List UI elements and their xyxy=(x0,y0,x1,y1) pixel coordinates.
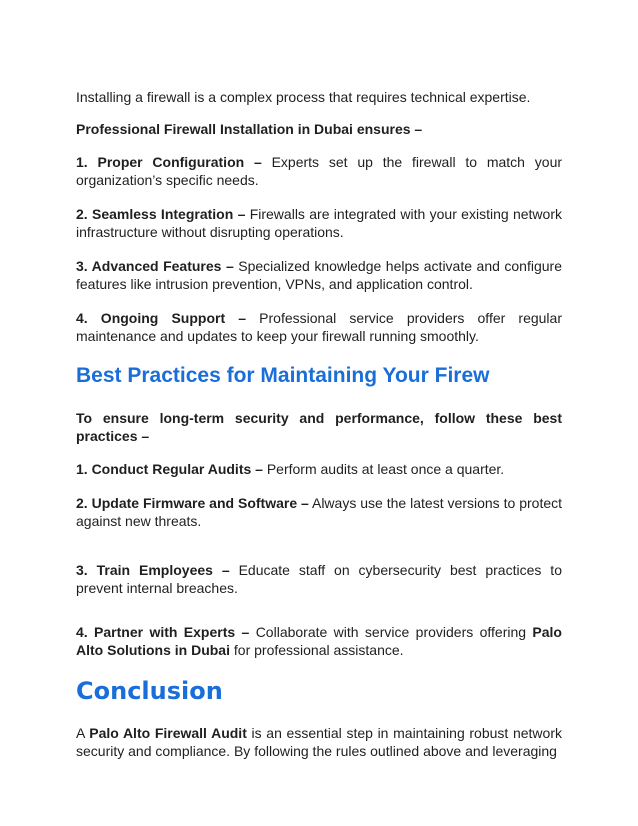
best-practices-lead xyxy=(76,409,562,445)
best-practices-heading: Best Practices for Maintaining Your Firew xyxy=(76,364,490,387)
palo-alto-solutions-bold: Palo Alto Solutions in Dubai xyxy=(76,624,562,658)
intro-text: Installing a firewall is a complex process that requires technical expertise. xyxy=(76,89,531,105)
conclusion-heading: Conclusion xyxy=(76,677,223,705)
document-page xyxy=(76,88,562,760)
installation-item-3-text: Specialized knowledge helps activate and configure features like intrusion prevention, VPNs, and application control. xyxy=(76,258,562,292)
best-practice-item-2-text: Always use the latest versions to protect against new threats. xyxy=(76,495,563,529)
installation-item-4-text: Professional service providers offer regular maintenance and updates to keep your firewall running smoothly. xyxy=(76,310,562,344)
best-practice-item-1-text: Perform audits at least once a quarter. xyxy=(262,461,505,477)
installation-item-2 xyxy=(76,205,562,241)
installation-lead xyxy=(76,120,562,138)
installation-item-3-label: 3. Advanced Features – xyxy=(76,258,234,274)
best-practice-item-1-label: 1. Conduct Regular Audits – xyxy=(76,461,263,477)
installation-item-3 xyxy=(76,257,562,293)
best-practice-item-1 xyxy=(76,460,562,478)
installation-item-1-text: Experts set up the firewall to match your organization’s specific needs. xyxy=(76,154,563,188)
installation-item-2-text: Firewalls are integrated with your existing network infrastructure without disrupting operations. xyxy=(76,206,562,240)
conclusion-paragraph xyxy=(76,724,562,760)
best-practice-item-4-text-end: for professional assistance. xyxy=(230,642,404,658)
best-practice-item-4-label: 4. Partner with Experts – xyxy=(76,624,250,640)
best-practice-item-2 xyxy=(76,494,562,530)
conclusion-bold: Palo Alto Firewall Audit xyxy=(89,725,247,741)
installation-item-1-label: 1. Proper Configuration – xyxy=(76,154,262,170)
installation-item-2-label: 2. Seamless Integration – xyxy=(76,206,246,222)
best-practice-item-2-label: 2. Update Firmware and Software – xyxy=(76,495,309,511)
conclusion-text: is an essential step in maintaining robust network security and compliance. By following the rules outlined above and leveraging xyxy=(76,725,562,759)
best-practice-item-3-label: 3. Train Employees – xyxy=(76,562,230,578)
best-practice-item-3-text: Educate staff on cybersecurity best practices to prevent internal breaches. xyxy=(76,562,562,596)
installation-lead-text: Professional Firewall Installation in Dubai ensures – xyxy=(76,121,423,137)
installation-item-1 xyxy=(76,153,562,189)
installation-item-4 xyxy=(76,309,562,345)
best-practices-lead-text: To ensure long-term security and performance, follow these best practices – xyxy=(76,410,562,444)
conclusion-pre: A xyxy=(76,725,90,741)
best-practice-item-3 xyxy=(76,561,562,597)
best-practice-item-4-text: Collaborate with service providers offering xyxy=(249,624,533,640)
intro-paragraph xyxy=(76,88,562,106)
best-practice-item-4 xyxy=(76,623,562,659)
installation-item-4-label: 4. Ongoing Support – xyxy=(76,310,247,326)
